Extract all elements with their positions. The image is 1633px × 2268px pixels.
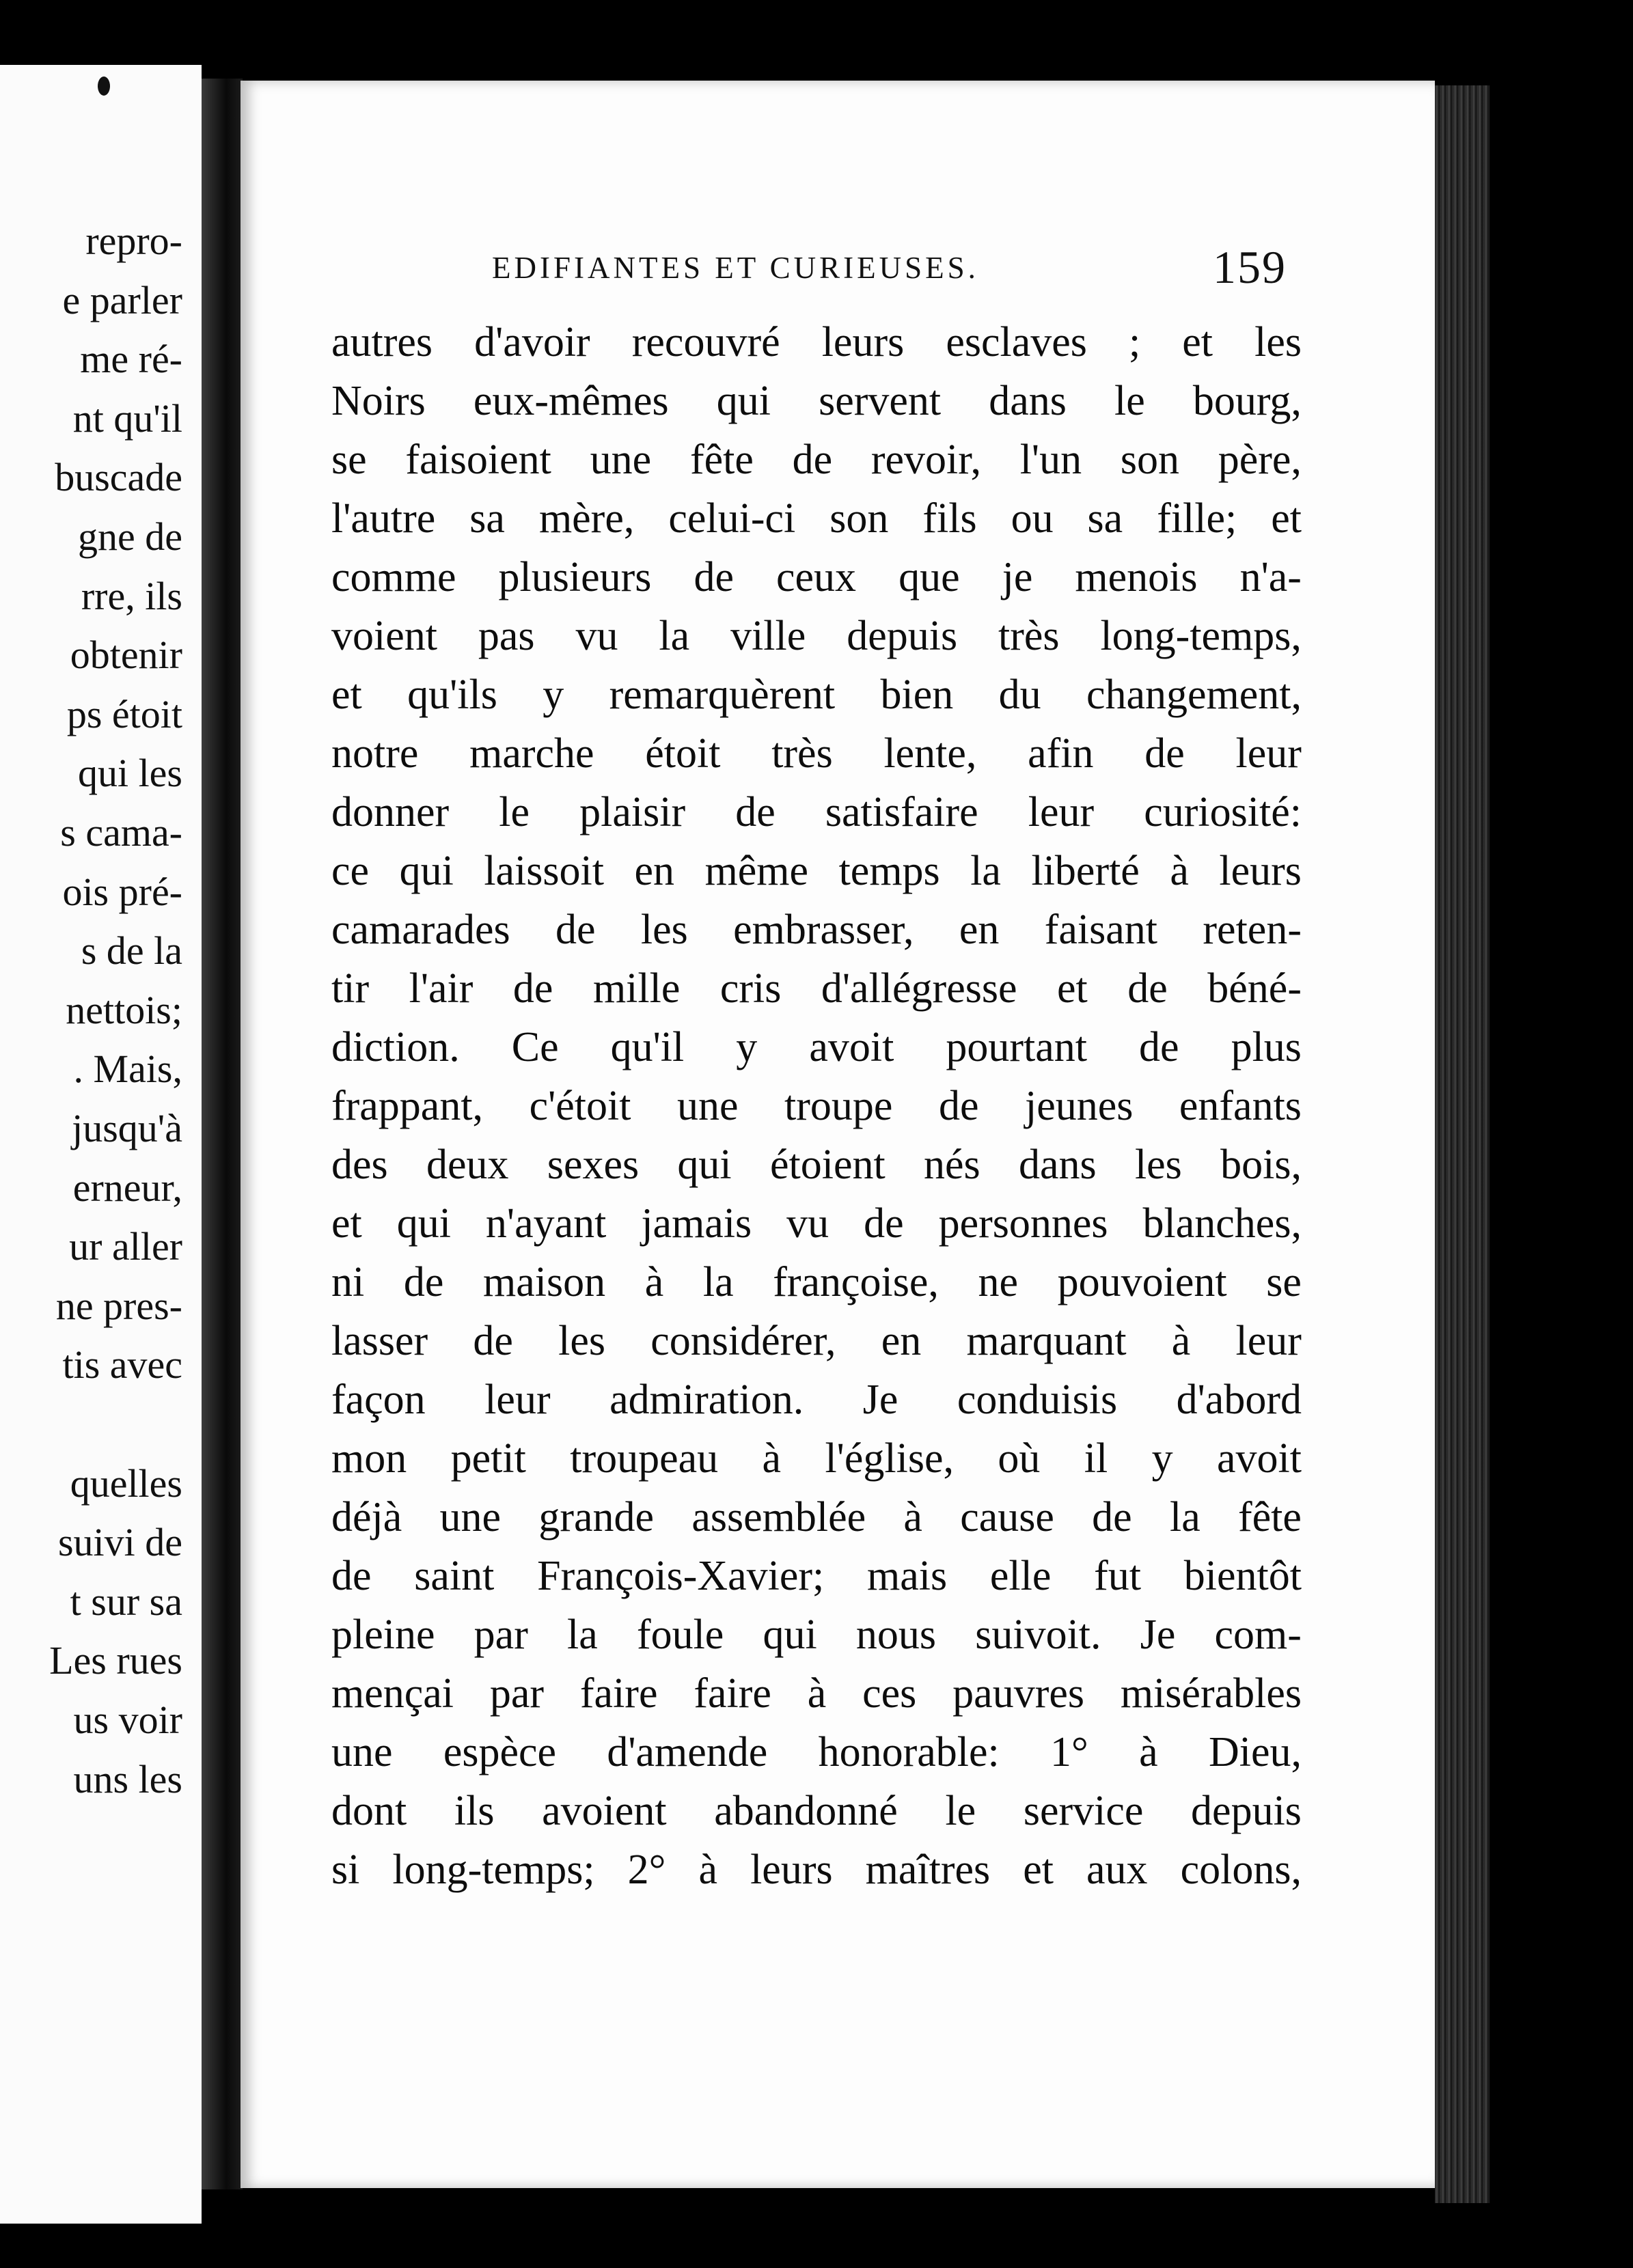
facing-page-line: t sur sa: [70, 1579, 182, 1624]
text-line: si long-temps; 2° à leurs maîtres et aux colons,: [331, 1847, 1302, 1893]
text-line: comme plusieurs de ceux que je menois n'a-: [331, 554, 1302, 600]
running-title: EDIFIANTES ET CURIEUSES.: [492, 251, 979, 285]
facing-page-line: rre, ils: [81, 573, 182, 618]
text-line: frappant, c'étoit une troupe de jeunes enfants: [331, 1083, 1302, 1129]
facing-page-line: s cama-: [60, 810, 182, 855]
facing-page-line: jusqu'à: [72, 1106, 182, 1150]
text-line: et qu'ils y remarquèrent bien du changement,: [331, 672, 1302, 718]
text-line: mençai par faire faire à ces pauvres misérables: [331, 1670, 1302, 1717]
text-line: pleine par la foule qui nous suivoit. Je com-: [331, 1612, 1302, 1658]
scan-background: [1490, 0, 1633, 2268]
text-line: donner le plaisir de satisfaire leur curiosité:: [331, 789, 1302, 835]
book-gutter: [202, 79, 243, 2189]
text-line: des deux sexes qui étoient nés dans les bois,: [331, 1142, 1302, 1188]
text-line: lasser de les considérer, en marquant à leur: [331, 1318, 1302, 1364]
facing-page-line: me ré-: [80, 337, 182, 382]
text-line: façon leur admiration. Je conduisis d'abord: [331, 1377, 1302, 1423]
facing-page-line: Les rues: [49, 1638, 182, 1683]
text-line: Noirs eux-mêmes qui servent dans le bourg,: [331, 378, 1302, 424]
text-line: ce qui laissoit en même temps la liberté à leurs: [331, 848, 1302, 894]
facing-page-line: repro-: [85, 219, 182, 263]
facing-page-line: uns les: [73, 1756, 182, 1801]
text-line: voient pas vu la ville depuis très long-temps,: [331, 613, 1302, 659]
text-line: autres d'avoir recouvré leurs esclaves ; et les: [331, 319, 1302, 365]
facing-page-line: erneur,: [72, 1165, 182, 1210]
body-text: [331, 313, 1302, 1899]
facing-page-line: ps étoit: [66, 691, 182, 736]
text-line: camarades de les embrasser, en faisant reten-: [331, 907, 1302, 953]
facing-page-line: obtenir: [70, 633, 182, 678]
facing-page-line: qui les: [77, 751, 182, 796]
text-line: notre marche étoit très lente, afin de leur: [331, 730, 1302, 777]
facing-page-line: ois pré-: [62, 869, 182, 914]
facing-page-line: ne pres-: [55, 1283, 182, 1328]
facing-page-line: quelles: [70, 1461, 182, 1506]
facing-page-line: us voir: [73, 1698, 182, 1742]
text-line: une espèce d'amende honorable: 1° à Dieu,: [331, 1729, 1302, 1775]
facing-page-line: s de la: [81, 928, 182, 973]
facing-page-line: nettois;: [66, 987, 182, 1032]
page-number: 159: [1213, 241, 1287, 293]
facing-page-line: tis avec: [62, 1342, 182, 1387]
page-edges: [1435, 85, 1490, 2203]
text-line: mon petit troupeau à l'église, où il y avoit: [331, 1435, 1302, 1482]
text-line: de saint François-Xavier; mais elle fut bientôt: [331, 1553, 1302, 1599]
text-line: se faisoient une fête de revoir, l'un son père,: [331, 437, 1302, 483]
text-line: diction. Ce qu'il y avoit pourtant de plus: [331, 1024, 1302, 1070]
text-line: ni de maison à la françoise, ne pouvoient se: [331, 1259, 1302, 1305]
facing-page-line: nt qu'il: [72, 396, 182, 441]
ink-blot: [98, 77, 110, 96]
facing-page-line: gne de: [78, 514, 182, 559]
facing-page-line: ur aller: [69, 1224, 182, 1269]
facing-page-line: buscade: [55, 455, 182, 500]
text-line: dont ils avoient abandonné le service depuis: [331, 1788, 1302, 1834]
text-line: tir l'air de mille cris d'allégresse et de béné-: [331, 965, 1302, 1012]
facing-page-line: . Mais,: [73, 1047, 182, 1092]
facing-page-fragment: [0, 65, 202, 2224]
text-line: l'autre sa mère, celui-ci son fils ou sa fille; et: [331, 495, 1302, 542]
facing-page-line: suivi de: [57, 1520, 182, 1565]
text-line: déjà une grande assemblée à cause de la fête: [331, 1494, 1302, 1540]
text-line: et qui n'ayant jamais vu de personnes blanches,: [331, 1200, 1302, 1247]
facing-page-line: e parler: [62, 277, 182, 322]
